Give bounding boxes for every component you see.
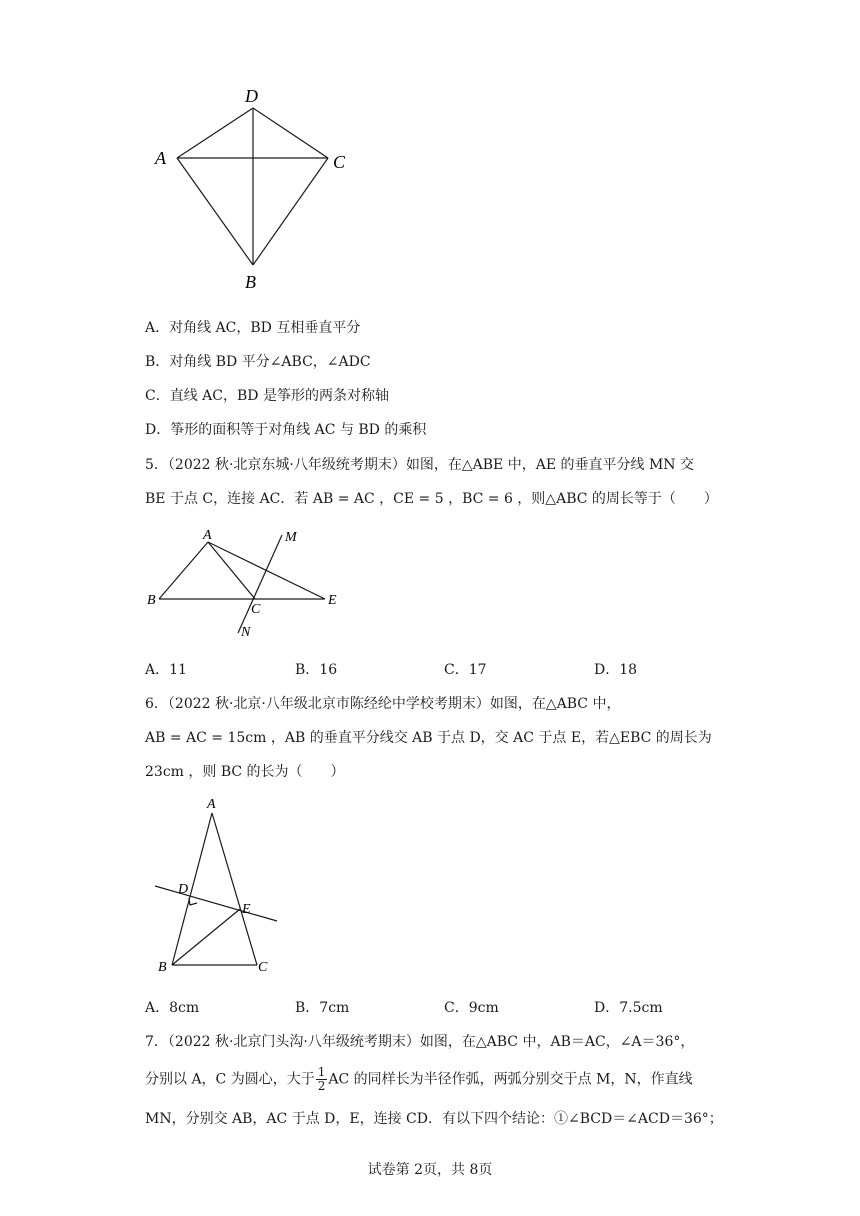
label-b: B (158, 960, 167, 975)
q4-option-a: A．对角线 AC，BD 互相垂直平分 (145, 320, 361, 336)
q5-stem-line-1: 5．（2022 秋·北京东城·八年级统考期末）如图，在△ABE 中，AE 的垂直平分线 MN 交 (145, 457, 694, 473)
segment-ab (159, 542, 208, 599)
segment-ac (212, 813, 257, 965)
q6-stem-line-2: AB = AC = 15cm ，AB 的垂直平分线交 AB 于点 D，交 AC 于点 E，若△EBC 的周长为 (145, 730, 712, 746)
q7-stem-line-2 (145, 1066, 693, 1093)
right-angle-mark (189, 898, 197, 905)
label-b: B (245, 272, 256, 292)
label-e: E (242, 902, 251, 917)
label-d: D (245, 86, 258, 106)
triangle-abc-figure (145, 795, 285, 980)
perpendicular-bisector (155, 886, 277, 921)
q7-line2-post: AC 的同样长为半径作弧，两弧分别交于点 M，N，作直线 (328, 1071, 693, 1088)
q7-stem-line-1: 7．（2022 秋·北京门头沟·八年级统考期末）如图，在△ABC 中，AB＝AC，∠A＝36°， (145, 1034, 695, 1050)
label-b: B (147, 593, 156, 608)
segment-dc (253, 108, 328, 158)
label-c: C (251, 602, 261, 617)
q6-stem-line-3: 23cm ，则 BC 的长为（ ） (145, 764, 345, 780)
label-a: A (155, 148, 166, 168)
q7-stem-line-3: MN，分别交 AB，AC 于点 D，E，连接 CD．有以下四个结论：①∠BCD＝∠ACD＝36°； (145, 1111, 723, 1127)
page-footer: 试卷第 2页，共 8页 (367, 1162, 493, 1178)
q5-stem-line-2: BE 于点 C，连接 AC．若 AB = AC ，CE = 5 ，BC = 6 ，则△ABC 的周长等于（ ） (145, 491, 718, 507)
q4-option-c: C．直线 AC，BD 是筝形的两条对称轴 (145, 388, 389, 404)
label-a: A (207, 797, 216, 812)
line-mn (238, 535, 282, 633)
label-d: D (178, 882, 189, 897)
label-c: C (258, 960, 268, 975)
label-n: N (241, 625, 251, 640)
kite-figure (145, 80, 365, 295)
label-c: C (333, 152, 346, 172)
q5-option-d: D．18 (594, 662, 638, 678)
segment-ad (177, 108, 253, 158)
label-m: M (285, 530, 297, 545)
segment-ac (208, 542, 255, 599)
q7-line2-pre: 分别以 A，C 为圆心，大于 (145, 1071, 315, 1088)
segment-be (172, 909, 240, 965)
q5-option-a: A．11 (145, 662, 187, 678)
q6-option-b: B．7cm (295, 1000, 350, 1016)
triangle-abe-figure (145, 520, 355, 650)
q5-option-b: B．16 (295, 662, 338, 678)
q4-option-b: B．对角线 BD 平分∠ABC，∠ADC (145, 354, 371, 370)
q6-stem-line-1: 6．（2022 秋·北京·八年级北京市陈经纶中学校考期末）如图，在△ABC 中， (145, 696, 621, 712)
label-e: E (328, 593, 337, 608)
q6-option-c: C．9cm (444, 1000, 499, 1016)
segment-ba (177, 158, 253, 265)
q5-option-c: C．17 (444, 662, 487, 678)
label-a: A (203, 528, 212, 543)
q6-option-a: A．8cm (145, 1000, 200, 1016)
q4-option-d: D．筝形的面积等于对角线 AC 与 BD 的乘积 (145, 422, 427, 438)
fraction-one-half: $\frac{1}{2}$ (317, 1065, 326, 1093)
segment-cb (253, 158, 328, 265)
q6-option-d: D．7.5cm (594, 1000, 663, 1016)
